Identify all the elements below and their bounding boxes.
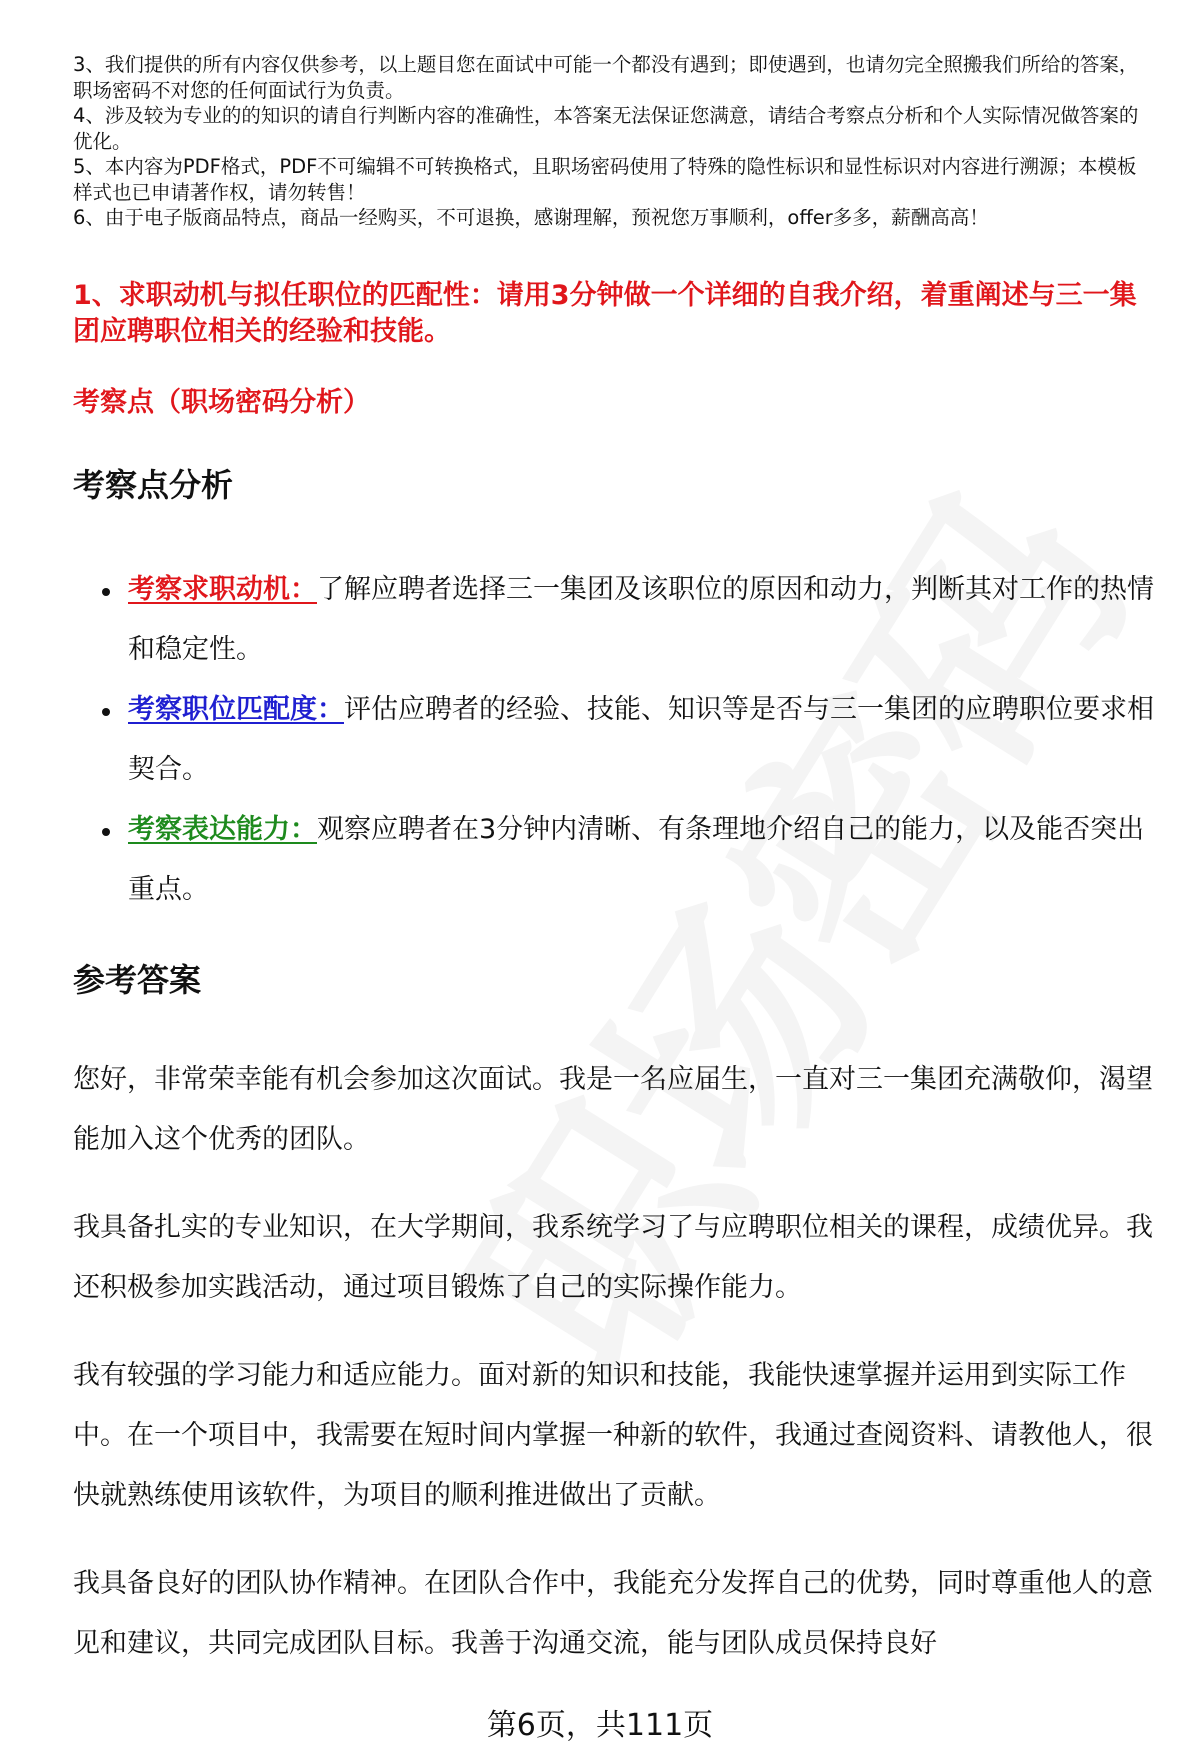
bullet-icon — [102, 708, 110, 716]
page-number: 第6页，共111页 — [486, 1708, 714, 1743]
analysis-item-key: 考察求职动机： — [128, 574, 317, 605]
answer-paragraph: 我具备良好的团队协作精神。在团队合作中，我能充分发挥自己的优势，同时尊重他人的意见和建议，共同完成团队目标。我善于沟通交流，能与团队成员保持良好 — [73, 1568, 1153, 1659]
analysis-item-key: 考察表达能力： — [128, 814, 317, 845]
analysis-item-text: 观察应聘者在3分钟内清晰、有条理地介绍自己的能力，以及能否突出重点。 — [128, 814, 1145, 905]
notice-item-4: 4、涉及较为专业的的知识的请自行判断内容的准确性，本答案无法保证您满意，请结合考察点分析和个人实际情况做答案的优化。 — [73, 104, 1139, 153]
notice-item-6: 6、由于电子版商品特点，商品一经购买，不可退换，感谢理解，预祝您万事顺利，offer多多，薪酬高高！ — [73, 206, 989, 229]
answer-paragraph: 您好，非常荣幸能有机会参加这次面试。我是一名应届生，一直对三一集团充满敬仰，渴望能加入这个优秀的团队。 — [73, 1064, 1153, 1155]
analysis-list — [100, 560, 1160, 920]
question-title: 1、求职动机与拟任职位的匹配性：请用3分钟做一个详细的自我介绍，着重阐述与三一集团应聘职位相关的经验和技能。 — [73, 280, 1137, 347]
answer-heading: 参考答案 — [73, 961, 202, 999]
notice-item-5: 5、本内容为PDF格式，PDF不可编辑不可转换格式，且职场密码使用了特殊的隐性标识和显性标识对内容进行溯源；本模板样式也已申请著作权，请勿转售！ — [73, 155, 1137, 204]
analysis-heading: 考察点分析 — [73, 466, 234, 504]
bullet-icon — [102, 828, 110, 836]
notice-item-3: 3、我们提供的所有内容仅供参考，以上题目您在面试中可能一个都没有遇到；即使遇到，也请勿完全照搬我们所给的答案，职场密码不对您的任何面试行为负责。 — [73, 53, 1139, 102]
analysis-item-expression — [100, 800, 1160, 920]
question-subtitle: 考察点（职场密码分析） — [73, 387, 370, 418]
answer-paragraph: 我有较强的学习能力和适应能力。面对新的知识和技能，我能快速掌握并运用到实际工作中。在一个项目中，我需要在短时间内掌握一种新的软件，我通过查阅资料、请教他人，很快就熟练使用该软件，为项目的顺利推进做出了贡献。 — [73, 1360, 1153, 1511]
analysis-item-text: 评估应聘者的经验、技能、知识等是否与三一集团的应聘职位要求相契合。 — [128, 694, 1154, 785]
analysis-item-fit — [100, 680, 1160, 800]
analysis-item-motivation — [100, 560, 1160, 680]
bullet-icon — [102, 588, 110, 596]
analysis-item-text: 了解应聘者选择三一集团及该职位的原因和动力，判断其对工作的热情和稳定性。 — [128, 574, 1154, 665]
analysis-item-key: 考察职位匹配度： — [128, 694, 344, 725]
answer-paragraph: 我具备扎实的专业知识，在大学期间，我系统学习了与应聘职位相关的课程，成绩优异。我还积极参加实践活动，通过项目锻炼了自己的实际操作能力。 — [73, 1212, 1153, 1303]
